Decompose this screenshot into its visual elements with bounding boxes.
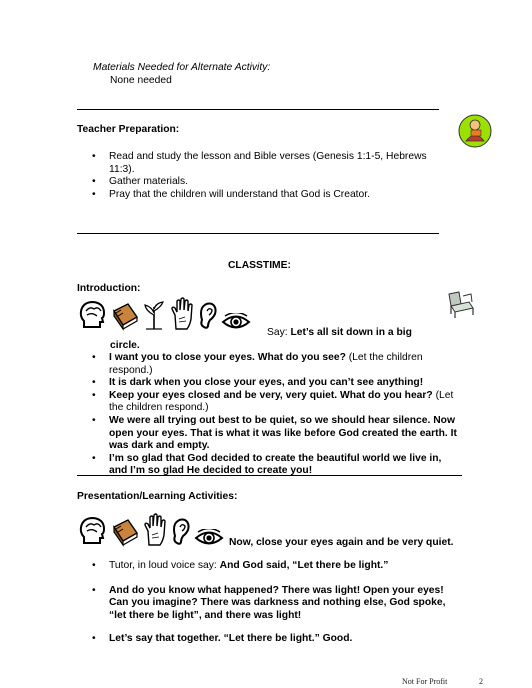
chair-clipart bbox=[445, 290, 477, 320]
activity-icons bbox=[78, 297, 251, 331]
plant-icon bbox=[142, 299, 166, 331]
list-item: • Tutor, in loud voice say: And God said, “Let there be light.” bbox=[92, 560, 389, 571]
teacher-prep-clipart bbox=[456, 113, 494, 149]
teacher-prep-list bbox=[92, 151, 432, 201]
divider bbox=[77, 233, 439, 234]
divider bbox=[77, 109, 439, 110]
materials-heading: Materials Needed for Alternate Activity: bbox=[93, 62, 271, 73]
bible-icon bbox=[111, 517, 139, 547]
list-item: • And do you know what happened? There was light! Open your eyes! Can you imagine? There was darkness and nothing else, God spoke, “let there be light”, and there was light! bbox=[92, 584, 446, 621]
page-number: 2 bbox=[479, 677, 483, 686]
list-item: • I want you to close your eyes. What do you see? (Let the children respond.) bbox=[92, 352, 423, 376]
ear-icon bbox=[171, 517, 191, 547]
divider bbox=[77, 475, 462, 476]
say-label: Say: bbox=[267, 327, 288, 338]
list-item: • We were all trying out best to be quiet, so we should hear silence. Now open your eyes. That is what it was like before God created the earth. It was dark and empty. bbox=[92, 414, 457, 452]
teacher-prep-heading: Teacher Preparation: bbox=[77, 124, 180, 135]
hand-icon bbox=[169, 297, 195, 331]
list-item: • Read and study the lesson and Bible verses (Genesis 1:1-5, Hebrews 11:3). bbox=[92, 151, 427, 175]
list-item: • It is dark when you close your eyes, and you can’t see anything! bbox=[92, 377, 424, 389]
eye-icon bbox=[194, 529, 224, 547]
say-text: Let’s all sit down in a big bbox=[290, 327, 412, 338]
introduction-list bbox=[92, 352, 462, 478]
list-item: • I’m so glad that God decided to create the beautiful world we live in, and I’m so glad He decided to create you! bbox=[92, 452, 442, 477]
head-icon bbox=[78, 515, 108, 547]
presentation-list bbox=[92, 560, 460, 646]
introduction-say-line bbox=[267, 327, 412, 340]
say-continuation: circle. bbox=[110, 340, 140, 351]
classtime-title: CLASSTIME: bbox=[228, 260, 291, 271]
introduction-heading: Introduction: bbox=[77, 283, 141, 294]
head-icon bbox=[78, 299, 108, 331]
presentation-icon-text: Now, close your eyes again and be very quiet. bbox=[229, 537, 454, 548]
hand-icon bbox=[142, 513, 168, 547]
list-item: • Keep your eyes closed and be very, very quiet. What do you hear? (Let the children respond.) bbox=[92, 389, 454, 414]
eye-icon bbox=[221, 313, 251, 331]
list-item: • Let’s say that together. “Let there be light.” Good. bbox=[92, 633, 353, 645]
presentation-icons bbox=[78, 513, 224, 547]
list-item: • Gather materials. bbox=[92, 176, 188, 188]
materials-value: None needed bbox=[110, 75, 172, 86]
presentation-heading: Presentation/Learning Activities: bbox=[77, 491, 238, 502]
bible-icon bbox=[111, 301, 139, 331]
list-item: • Pray that the children will understand that God is Creator. bbox=[92, 188, 370, 200]
ear-icon bbox=[198, 301, 218, 331]
footer-text: Not For Profit bbox=[402, 677, 448, 686]
